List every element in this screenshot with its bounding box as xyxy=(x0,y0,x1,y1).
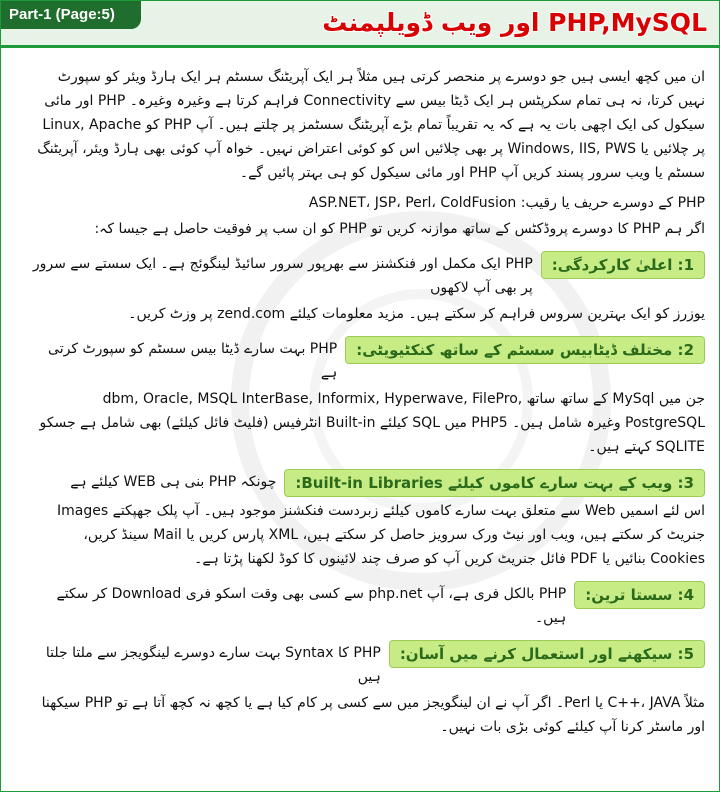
feature-text-2-cont: جن میں MySql کے ساتھ ساتھ dbm, Oracle, MSQL InterBase, Informix, Hyperwave, FilePro, PostgreSQL وغیرہ شامل ہیں۔ PHP5 میں SQL کیلئے Built-in انٹرفیس (فلیٹ فائل کیلئے) بھی شامل ہے جسکو SQLITE کہتے ہیں۔ xyxy=(39,391,705,455)
feature-item-4 xyxy=(31,581,705,630)
header-divider xyxy=(1,45,719,48)
comparison-line: اگر ہم PHP کا دوسرے پروڈکٹس کے ساتھ موازنہ کریں تو PHP کو ان سب پر فوقیت حاصل ہے جیسا کہ: xyxy=(94,221,705,237)
feature-item-1 xyxy=(31,251,705,300)
feature-item-3 xyxy=(31,469,705,497)
feature-badge-1: 1: اعلیٰ کارکردگی: xyxy=(541,251,705,279)
feature-item-5 xyxy=(31,640,705,689)
feature-text-2: PHP بہت سارے ڈیٹا بیس سسٹم کو سپورٹ کرتی ہے xyxy=(48,341,338,381)
feature-text-1-cont: یوزرز کو ایک بہترین سروس فراہم کر سکتے ہیں۔ مزید معلومات کیلئے zend.com پر وزٹ کریں۔ xyxy=(128,306,705,322)
intro-paragraph: ان میں کچھ ایسی ہیں جو دوسرے پر منحصر کرتی ہیں مثلاً ہر ایک آپریٹنگ سسٹم ہر ایک ہارڈ ویئر کو سپورٹ نہیں کرتا، نہ ہی تمام سکرپٹس ہر ایک ڈیٹا بیس سے Connectivity فراہم کرتا ہے وغیرہ وغیرہ۔ PHP اور مائی سیکول کی ایک اچھی بات یہ ہے کہ یہ تقریباً تمام بڑے آپریٹنگ سسٹمز پر چلتے ہیں۔ آپ PHP کو Linux, Apache پر چلائیں یا Windows, IIS, PWS پر بھی چلائیں اس کو کوئی اعتراض نہیں۔ خواہ آپ کوئی بھی ہارڈ ویئر، آپریٹنگ سسٹم یا ویب سرور پسند کریں آپ PHP اور مائی سیکول کو ہی بہتر پائیں گے۔ xyxy=(37,69,705,181)
feature-text-3-cont: اس لئے اسمیں Web سے متعلق بہت سارے کاموں کیلئے زبردست فنکشنز موجود ہیں۔ آپ پلک جھپکتے Images جنریٹ کر سکتے ہیں، ویب اور نیٹ ورک سرویز حاصل کر سکتے ہیں، XML پارس کریں یا Mail سینڈ کریں، Cookies بنائیں یا PDF فائل جنریٹ کریں آپ کو صرف چند لائینوں کا کوڈ لکھنا پڑتا ہے۔ xyxy=(57,503,705,567)
page-title: PHP,MySQL اور ویب ڈویلپمنٹ xyxy=(322,8,707,37)
feature-text-4: PHP بالکل فری ہے، آپ php.net سے کسی بھی وقت اسکو فری Download کر سکتے ہیں۔ xyxy=(56,586,567,626)
feature-text-1: PHP ایک مکمل اور فنکشنز سے بھرپور سرور سائیڈ لینگوئج ہے۔ ایک سستے سے سرور پر بھی آپ لاکھوں xyxy=(32,256,533,296)
feature-text-3: چونکہ PHP بنی ہی WEB کیلئے ہے xyxy=(70,474,277,490)
feature-item-2 xyxy=(31,336,705,385)
feature-badge-2: 2: مختلف ڈیٹابیس سسٹم کے ساتھ کنکٹیویٹی: xyxy=(345,336,705,364)
article-body xyxy=(31,65,705,741)
feature-badge-5: 5: سیکھنے اور استعمال کرنے میں آسان: xyxy=(389,640,705,668)
competitors-line: PHP کے دوسرے حریف یا رقیب: ASP.NET، JSP، Perl، ColdFusion xyxy=(308,195,705,211)
feature-text-5-cont: مثلاً C++، JAVA یا Perl۔ اگر آپ نے ان لینگویجز میں سے کسی پر کام کیا ہے یا کچھ نہ کچھ آتا ہے تو PHP سیکھنا اور ماسٹر کرنا آپ کیلئے کوئی بڑی بات نہیں۔ xyxy=(41,695,705,735)
feature-badge-4: 4: سستا ترین: xyxy=(574,581,705,609)
part-label: Part-1 (Page:5) xyxy=(1,1,141,29)
feature-text-5: PHP کا Syntax بہت سارے دوسرے لینگویجز سے ملتا جلتا ہیں xyxy=(45,645,381,685)
feature-badge-3: 3: ویب کے بہت سارے کاموں کیلئے Built-in Libraries: xyxy=(284,469,705,497)
page-header xyxy=(1,1,719,47)
